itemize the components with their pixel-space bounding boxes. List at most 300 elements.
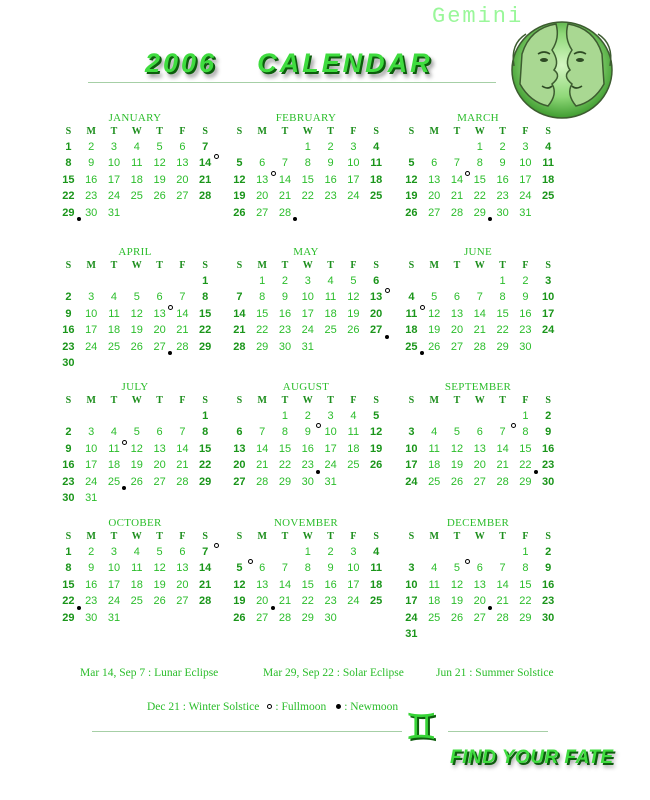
weekday-header: F (179, 395, 186, 406)
day-cell: 18 (370, 578, 383, 591)
day-cell: 25 (428, 475, 441, 488)
weekday-header: S (545, 531, 551, 542)
weekday-header: S (373, 260, 379, 271)
day-cell: 20 (153, 324, 166, 337)
day-cell: 6 (476, 426, 483, 439)
day-cell: 11 (370, 157, 382, 170)
day-cell: 2 (327, 546, 334, 558)
weekday-header: M (429, 260, 439, 271)
day-cell: 29 (278, 475, 292, 488)
day-cell: 20 (428, 190, 441, 203)
day-cell: 19 (130, 324, 143, 337)
gemini-twins-face-icon (508, 14, 616, 122)
day-cell: 14 (473, 307, 486, 320)
day-cell: 25 (130, 190, 143, 203)
day-cell: 13 (428, 173, 441, 186)
solar-eclipse-note: Mar 29, Sep 22 : Solar Eclipse (263, 667, 404, 679)
day-cell: 8 (304, 562, 311, 575)
day-cell: 15 (301, 173, 314, 186)
day-cell: 27 (256, 206, 269, 219)
day-cell: 19 (450, 459, 464, 472)
weekday-header: S (202, 126, 208, 137)
day-cell: 5 (228, 560, 251, 576)
day-cell: 10 (519, 157, 532, 170)
empty-cell (400, 139, 423, 155)
day-cell: 21 (233, 324, 246, 337)
newmoon-marker-icon (293, 217, 297, 221)
day-cell: 2 (65, 426, 72, 439)
weekday-header: W (474, 260, 485, 271)
day-cell: 27 (450, 340, 464, 353)
day-cell: 17 (405, 595, 418, 608)
day-cell: 26 (428, 340, 441, 353)
footer-divider-left (92, 731, 402, 732)
empty-cell (103, 273, 126, 289)
weekday-header: S (545, 260, 551, 271)
day-cell: 3 (408, 562, 415, 575)
day-cell: 26 (130, 340, 143, 353)
day-cell: 1 (65, 546, 72, 558)
month-february (228, 111, 384, 221)
day-cell: 29 (62, 611, 75, 624)
day-cell: 13 (473, 578, 486, 591)
empty-cell (423, 408, 446, 424)
weekday-header: S (65, 531, 72, 542)
empty-cell (400, 544, 423, 560)
weekday-header: M (86, 531, 96, 542)
weekday-header: T (327, 126, 334, 137)
weekday-header: F (350, 260, 357, 271)
day-cell: 16 (85, 578, 98, 591)
day-cell: 14 (278, 578, 292, 591)
day-cell: 15 (496, 307, 509, 320)
day-cell: 16 (324, 578, 337, 591)
day-cell: 23 (542, 459, 555, 472)
day-cell: 19 (428, 324, 441, 337)
day-cell: 10 (324, 426, 337, 439)
day-cell: 14 (446, 172, 469, 188)
day-cell: 29 (57, 205, 80, 221)
day-cell: 10 (405, 442, 418, 455)
day-cell: 14 (194, 155, 217, 171)
day-cell: 23 (296, 457, 319, 473)
day-cell: 20 (473, 459, 486, 472)
fullmoon-legend-label: : Fullmoon (275, 701, 327, 713)
title-year: 2006 (145, 48, 218, 78)
day-cell: 30 (62, 491, 75, 504)
empty-cell (228, 544, 251, 560)
day-cell: 1 (259, 275, 266, 287)
day-cell: 20 (176, 578, 189, 591)
day-cell: 17 (107, 578, 121, 591)
day-cell: 12 (405, 173, 418, 186)
fullmoon-marker-icon (214, 543, 219, 548)
day-cell: 28 (199, 595, 212, 608)
empty-cell (423, 544, 446, 560)
day-cell: 31 (519, 206, 532, 219)
weekday-header: T (499, 260, 506, 271)
weekday-header: W (131, 395, 142, 406)
day-cell: 14 (278, 173, 292, 186)
weekday-header: S (408, 531, 415, 542)
day-cell: 2 (281, 275, 289, 287)
day-cell: 9 (499, 157, 506, 170)
weekday-header: T (110, 126, 118, 137)
month-name: FEBRUARY (275, 112, 337, 124)
day-cell: 12 (130, 442, 143, 455)
weekday-header: W (131, 260, 142, 271)
day-cell: 8 (281, 426, 289, 439)
weekday-header: S (65, 260, 72, 271)
day-cell: 10 (347, 157, 360, 170)
newmoon-legend-icon (336, 704, 341, 709)
empty-cell (251, 408, 274, 424)
weekday-header: S (373, 531, 379, 542)
empty-cell (423, 273, 446, 289)
month-day-grid (400, 394, 556, 490)
day-cell: 8 (522, 426, 529, 439)
month-august (228, 380, 384, 490)
day-cell: 15 (473, 173, 486, 186)
day-cell: 11 (400, 306, 423, 322)
day-cell: 6 (259, 157, 266, 170)
day-cell: 9 (545, 426, 552, 439)
day-cell: 10 (107, 562, 121, 575)
day-cell: 6 (373, 275, 380, 287)
legend-row (147, 701, 398, 713)
empty-cell (251, 544, 274, 560)
day-cell: 10 (85, 307, 98, 320)
day-cell: 11 (542, 157, 554, 170)
day-cell: 3 (522, 141, 529, 153)
day-cell: 29 (496, 340, 509, 353)
weekday-header: F (350, 395, 357, 406)
weekday-header: F (522, 260, 529, 271)
day-cell: 2 (65, 291, 72, 304)
day-cell: 7 (194, 544, 217, 560)
day-cell: 17 (405, 459, 418, 472)
day-cell: 3 (110, 141, 118, 153)
day-cell: 18 (347, 442, 360, 455)
weekday-header: W (474, 126, 485, 137)
day-cell: 7 (453, 157, 461, 170)
month-december (400, 516, 556, 642)
day-cell: 23 (519, 324, 532, 337)
day-cell: 24 (542, 324, 555, 337)
weekday-header: T (453, 260, 461, 271)
day-cell: 30 (85, 611, 98, 624)
day-cell: 14 (199, 562, 212, 575)
month-november (228, 516, 384, 626)
day-cell: 16 (496, 173, 509, 186)
day-cell: 12 (233, 578, 246, 591)
day-cell: 4 (350, 410, 357, 422)
day-cell: 27 (176, 595, 189, 608)
day-cell: 12 (130, 307, 143, 320)
day-cell: 1 (202, 275, 209, 287)
day-cell: 13 (256, 578, 269, 591)
day-cell: 9 (545, 562, 552, 575)
weekday-header: T (327, 260, 334, 271)
calendar-title (145, 48, 433, 79)
day-cell: 19 (153, 173, 166, 186)
day-cell: 21 (473, 324, 486, 337)
day-cell: 22 (301, 190, 314, 203)
day-cell: 17 (347, 173, 360, 186)
empty-cell (400, 273, 423, 289)
weekday-header: T (499, 395, 506, 406)
day-cell: 26 (153, 190, 166, 203)
day-cell: 23 (85, 595, 98, 608)
day-cell: 13 (148, 306, 171, 322)
day-cell: 23 (62, 475, 75, 488)
day-cell: 9 (327, 157, 334, 170)
day-cell: 6 (156, 426, 163, 439)
month-july (57, 380, 213, 506)
day-cell: 4 (133, 141, 140, 153)
weekday-header: S (202, 260, 208, 271)
day-cell: 20 (153, 459, 166, 472)
day-cell: 15 (199, 307, 212, 320)
day-cell: 15 (62, 578, 75, 591)
day-cell: 5 (431, 291, 438, 304)
day-cell: 22 (278, 459, 292, 472)
day-cell: 24 (107, 190, 121, 203)
day-cell: 17 (301, 307, 314, 320)
month-name: MAY (293, 246, 319, 258)
day-cell: 12 (153, 562, 166, 575)
day-cell: 7 (179, 291, 186, 304)
day-cell: 19 (233, 595, 246, 608)
day-cell: 29 (468, 205, 491, 221)
month-day-grid (400, 125, 556, 221)
day-cell: 2 (522, 275, 529, 287)
day-cell: 22 (256, 324, 269, 337)
empty-cell (491, 408, 514, 424)
day-cell: 1 (304, 546, 311, 558)
empty-cell (148, 408, 171, 424)
day-cell: 27 (256, 611, 269, 624)
day-cell: 20 (450, 324, 464, 337)
day-cell: 17 (85, 324, 98, 337)
day-cell: 31 (301, 340, 314, 353)
day-cell: 21 (278, 190, 292, 203)
day-cell: 9 (281, 291, 289, 304)
weekday-header: M (429, 395, 439, 406)
day-cell: 29 (519, 475, 532, 488)
day-cell: 25 (347, 459, 360, 472)
day-cell: 5 (156, 546, 163, 558)
day-cell: 3 (88, 291, 95, 304)
day-cell: 28 (278, 611, 292, 624)
day-cell: 29 (519, 611, 532, 624)
day-cell: 22 (62, 190, 75, 203)
summer-solstice-note: Jun 21 : Summer Solstice (436, 667, 554, 679)
day-cell: 21 (450, 190, 464, 203)
weekday-header: T (156, 531, 163, 542)
day-cell: 30 (324, 611, 337, 624)
day-cell: 20 (256, 190, 269, 203)
empty-cell (446, 544, 469, 560)
empty-cell (446, 139, 469, 155)
day-cell: 25 (103, 474, 126, 490)
day-cell: 4 (133, 546, 140, 558)
day-cell: 4 (408, 291, 415, 304)
day-cell: 26 (153, 595, 166, 608)
weekday-header: M (257, 531, 267, 542)
day-cell: 26 (130, 475, 143, 488)
day-cell: 2 (499, 141, 506, 153)
day-cell: 2 (88, 141, 95, 153)
gemini-symbol-icon: ♊ (405, 707, 438, 748)
day-cell: 7 (202, 141, 209, 153)
day-cell: 8 (65, 562, 72, 575)
day-cell: 30 (519, 340, 532, 353)
day-cell: 12 (233, 173, 246, 186)
day-cell: 26 (450, 475, 464, 488)
day-cell: 16 (519, 307, 532, 320)
day-cell: 17 (347, 578, 360, 591)
weekday-header: S (545, 126, 551, 137)
day-cell: 1 (281, 410, 289, 422)
empty-cell (423, 139, 446, 155)
day-cell: 5 (350, 275, 357, 287)
weekday-header: M (257, 126, 267, 137)
weekday-header: W (302, 126, 313, 137)
weekday-header: T (110, 395, 118, 406)
day-cell: 3 (327, 410, 334, 422)
month-name: OCTOBER (108, 517, 162, 529)
day-cell: 7 (281, 562, 289, 575)
day-cell: 5 (373, 410, 380, 422)
day-cell: 26 (405, 206, 418, 219)
day-cell: 7 (179, 426, 186, 439)
day-cell: 23 (496, 190, 509, 203)
empty-cell (171, 408, 194, 424)
day-cell: 26 (450, 611, 464, 624)
day-cell: 22 (301, 595, 314, 608)
month-day-grid (400, 530, 556, 642)
day-cell: 30 (278, 340, 292, 353)
day-cell: 12 (450, 578, 464, 591)
month-day-grid (400, 259, 556, 355)
day-cell: 7 (476, 291, 483, 304)
fullmoon-marker-icon (385, 288, 390, 293)
month-october (57, 516, 213, 626)
day-cell: 12 (450, 442, 464, 455)
day-cell: 7 (491, 424, 514, 440)
weekday-header: F (522, 531, 529, 542)
day-cell: 24 (405, 475, 418, 488)
day-cell: 11 (347, 426, 360, 439)
day-cell: 1 (522, 546, 529, 558)
month-june (400, 245, 556, 355)
newmoon-legend-label: : Newmoon (344, 701, 399, 713)
weekday-header: S (373, 395, 379, 406)
day-cell: 18 (324, 307, 337, 320)
day-cell: 17 (324, 442, 337, 455)
empty-cell (125, 273, 148, 289)
day-cell: 6 (431, 157, 438, 170)
day-cell: 28 (473, 340, 486, 353)
day-cell: 17 (519, 173, 532, 186)
weekday-header: F (179, 126, 186, 137)
day-cell: 25 (130, 595, 143, 608)
day-cell: 25 (542, 190, 555, 203)
day-cell: 1 (499, 275, 506, 287)
day-cell: 18 (370, 173, 383, 186)
day-cell: 6 (156, 291, 163, 304)
month-day-grid (228, 259, 384, 355)
day-cell: 14 (176, 442, 189, 455)
day-cell: 18 (542, 173, 555, 186)
day-cell: 23 (278, 324, 292, 337)
month-name: NOVEMBER (273, 517, 339, 529)
day-cell: 13 (251, 172, 274, 188)
day-cell: 27 (365, 322, 388, 338)
empty-cell (80, 273, 103, 289)
day-cell: 3 (110, 546, 118, 558)
day-cell: 30 (62, 356, 75, 369)
day-cell: 18 (107, 459, 121, 472)
day-cell: 20 (251, 593, 274, 609)
title-word: CALENDAR (257, 48, 433, 78)
day-cell: 21 (176, 324, 189, 337)
day-cell: 3 (304, 275, 311, 287)
weekday-header: T (281, 395, 289, 406)
month-april (57, 245, 213, 371)
day-cell: 14 (496, 442, 509, 455)
weekday-header: T (281, 260, 289, 271)
empty-cell (57, 273, 80, 289)
day-cell: 23 (324, 595, 337, 608)
day-cell: 10 (405, 578, 418, 591)
weekday-header: T (110, 260, 118, 271)
weekday-header: F (179, 531, 186, 542)
day-cell: 23 (324, 190, 337, 203)
day-cell: 24 (85, 475, 98, 488)
day-cell: 24 (301, 324, 314, 337)
weekday-header: S (236, 126, 243, 137)
weekday-header: S (65, 126, 72, 137)
weekday-header: F (179, 260, 186, 271)
month-day-grid (228, 394, 384, 490)
empty-cell (274, 139, 297, 155)
day-cell: 15 (256, 307, 269, 320)
empty-cell (274, 544, 297, 560)
day-cell: 13 (176, 157, 189, 170)
day-cell: 4 (327, 275, 334, 287)
day-cell: 13 (233, 442, 246, 455)
day-cell: 9 (65, 307, 72, 320)
day-cell: 15 (278, 442, 292, 455)
month-day-grid (57, 530, 213, 626)
day-cell: 5 (236, 157, 243, 170)
day-cell: 10 (347, 562, 360, 575)
month-day-grid (57, 259, 213, 371)
day-cell: 20 (176, 173, 189, 186)
weekday-header: M (429, 531, 439, 542)
weekday-header: S (408, 260, 415, 271)
day-cell: 8 (499, 291, 506, 304)
month-day-grid (57, 394, 213, 506)
empty-cell (468, 273, 491, 289)
day-cell: 6 (179, 546, 186, 558)
weekday-header: T (110, 531, 118, 542)
day-cell: 29 (301, 611, 314, 624)
day-cell: 17 (107, 173, 121, 186)
weekday-header: F (522, 126, 529, 137)
